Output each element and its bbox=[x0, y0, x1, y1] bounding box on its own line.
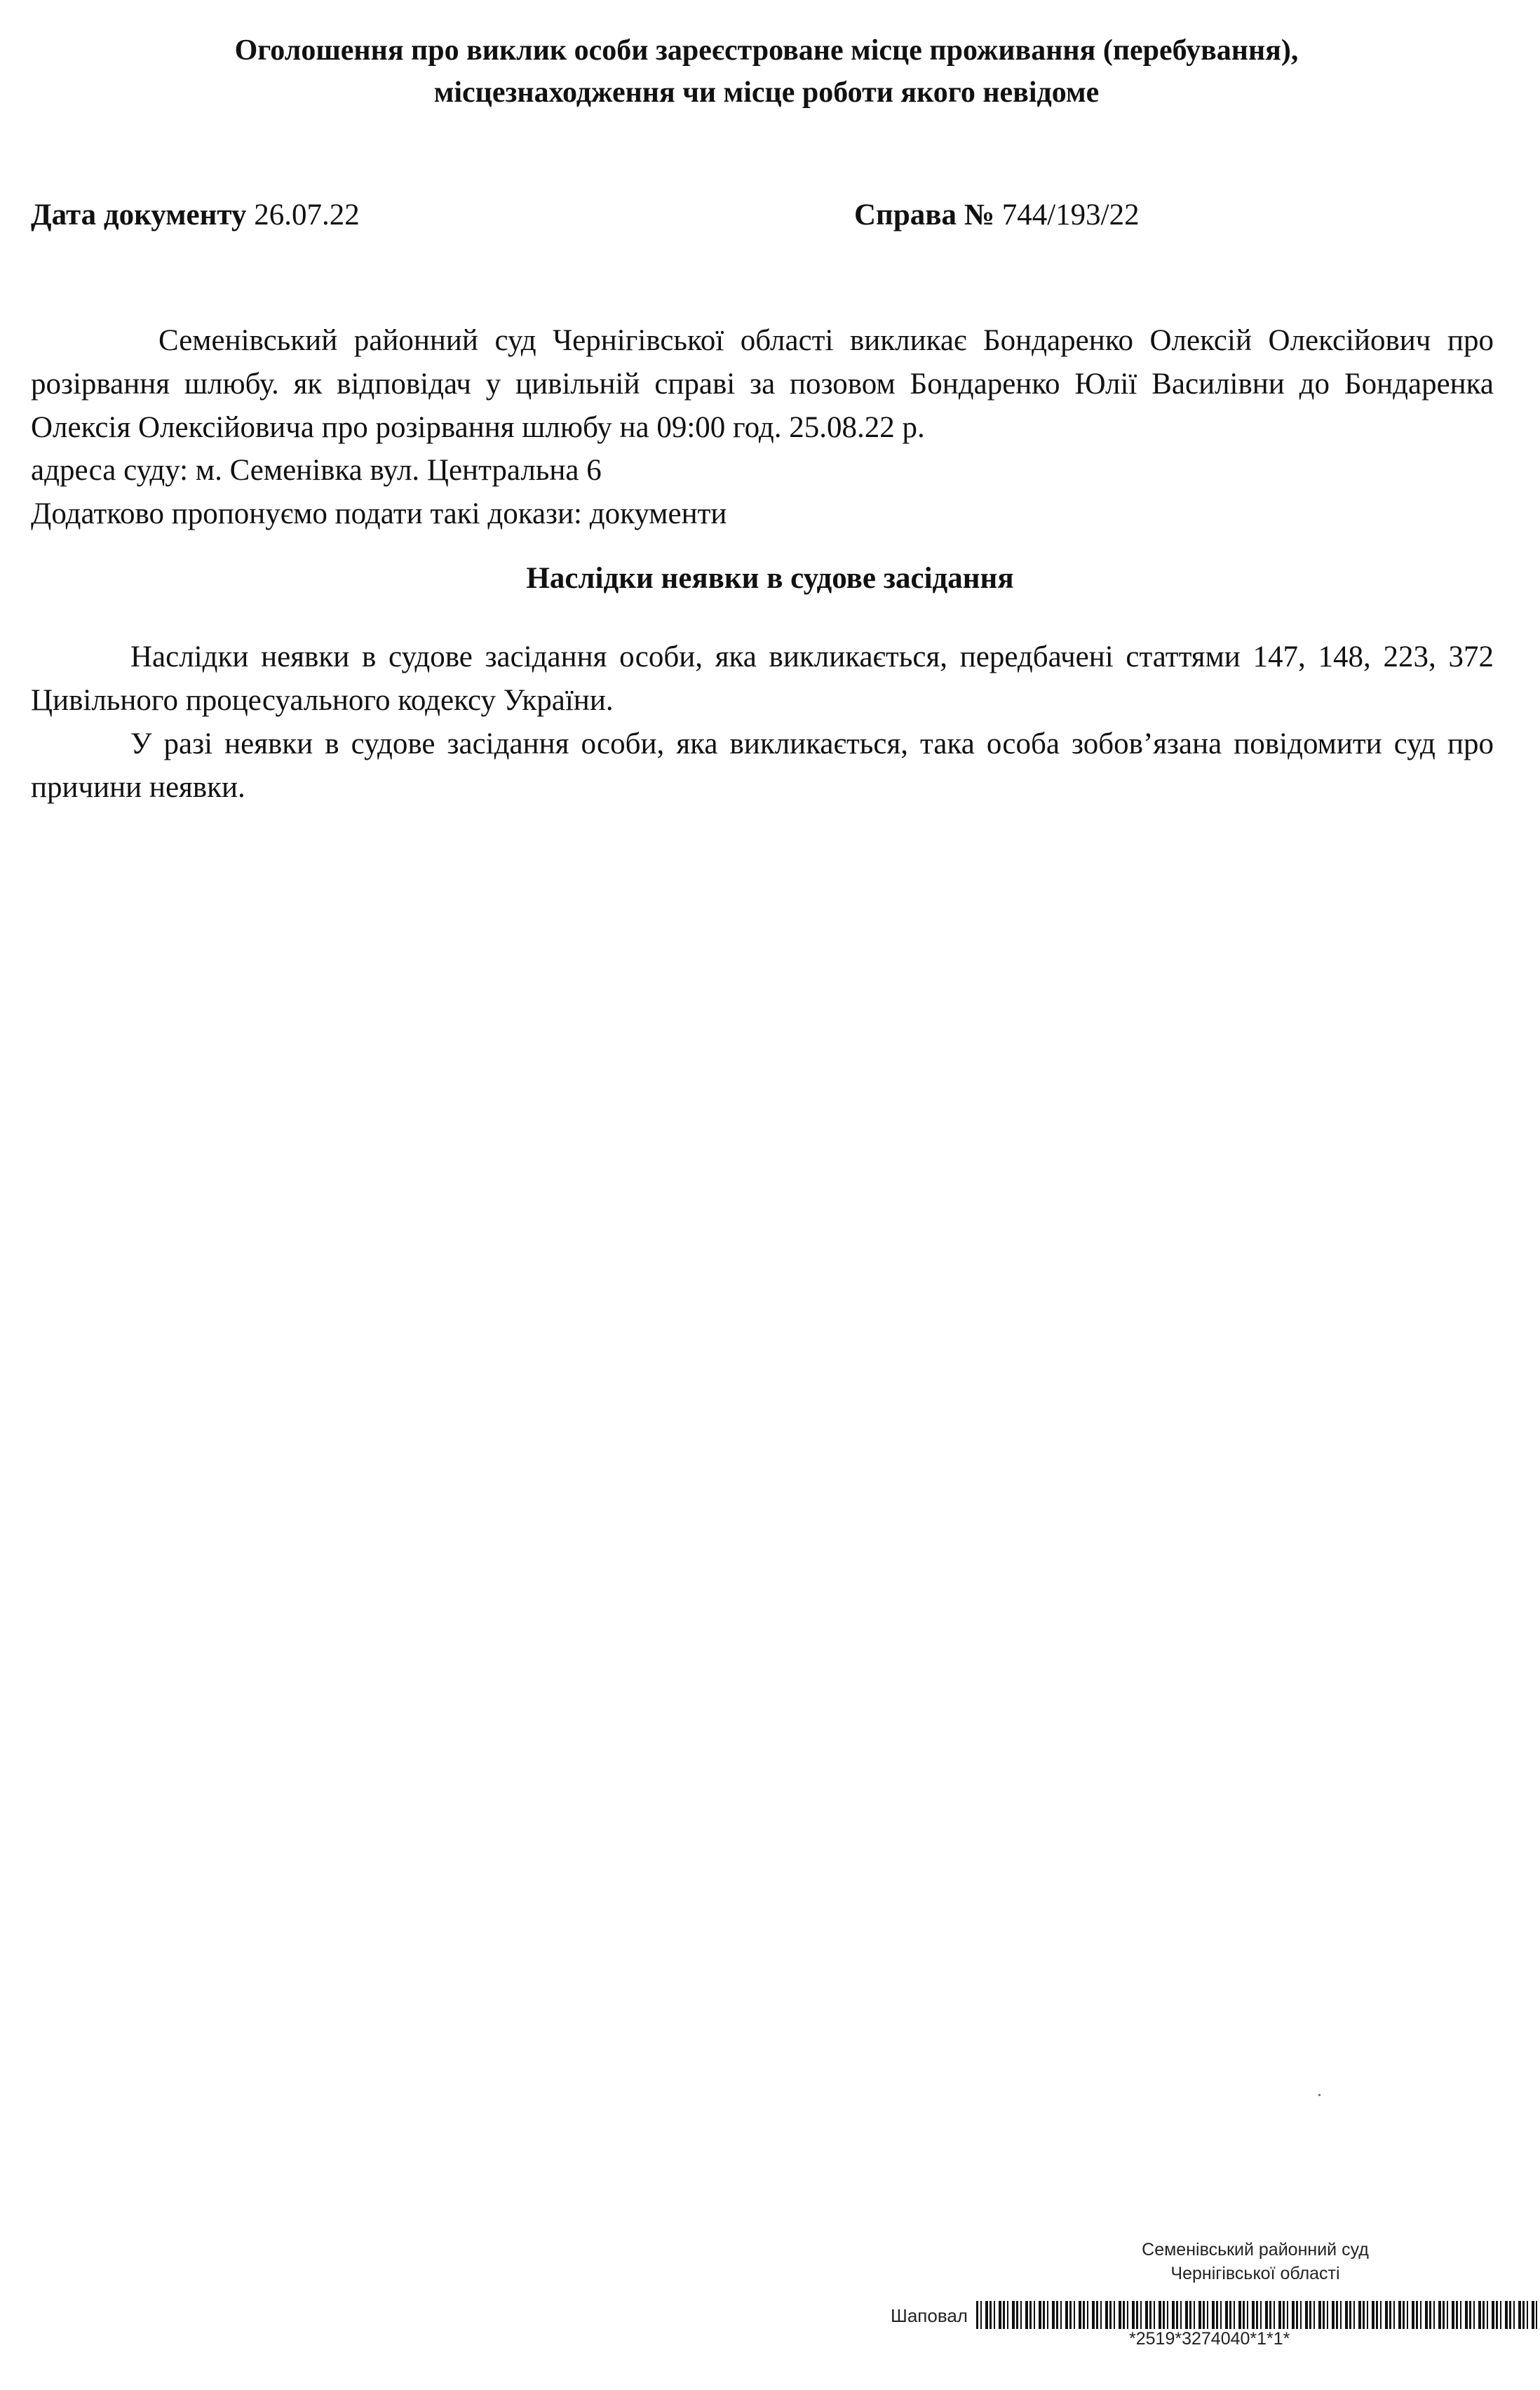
consequences-paragraph-2: У разі неявки в судове засідання особи, яка викликається, така особа зобов’язана повідомити суд про причини неявки. bbox=[31, 727, 1494, 804]
scan-speck bbox=[1318, 2094, 1321, 2096]
case-label: Справа № bbox=[854, 199, 994, 231]
case-value: 744/193/22 bbox=[1001, 199, 1140, 231]
court-stamp bbox=[1101, 2238, 1410, 2285]
court-address: адреса суду: м. Семенівка вул. Центральна 6 bbox=[31, 454, 602, 487]
date-label: Дата документу bbox=[31, 199, 247, 231]
title-line-2: місцезнаходження чи місце роботи якого невідоме bbox=[433, 76, 1100, 109]
signer-name: Шаповал bbox=[891, 2305, 968, 2326]
consequences-paragraph-1: Наслідки неявки в судове засідання особи, яка викликається, передбачені статтями 147, 148, 223, 372 Цивільного процесуального кодексу України. bbox=[31, 640, 1494, 717]
document-date bbox=[31, 198, 360, 232]
case-number bbox=[854, 198, 1140, 232]
stamp-line-2: Чернігівської області bbox=[1170, 2264, 1340, 2283]
consequences-heading: Наслідки неявки в судове засідання bbox=[526, 562, 1014, 595]
summons-paragraph: Семенівський районний суд Чернігівської області викликає Бондаренко Олексій Олексійович про розірвання шлюбу. як відповідач у цивільній справі за позовом Бондаренко Юлії Василівни до Бондаренка Олексія Олексійовича про розірвання шлюбу на 09:00 год. 25.08.22 р. bbox=[31, 324, 1494, 444]
barcode-number: *2519*3274040*1*1* bbox=[1129, 2329, 1290, 2349]
evidence-request: Додатково пропонуємо подати такі докази: документи bbox=[31, 497, 727, 530]
date-value: 26.07.22 bbox=[254, 199, 360, 231]
document-title bbox=[70, 29, 1463, 114]
barcode-icon bbox=[976, 2301, 1537, 2329]
title-line-1: Оголошення про виклик особи зареєстроване місце проживання (перебування), bbox=[234, 34, 1299, 67]
stamp-line-1: Семенівський районний суд bbox=[1142, 2240, 1369, 2260]
